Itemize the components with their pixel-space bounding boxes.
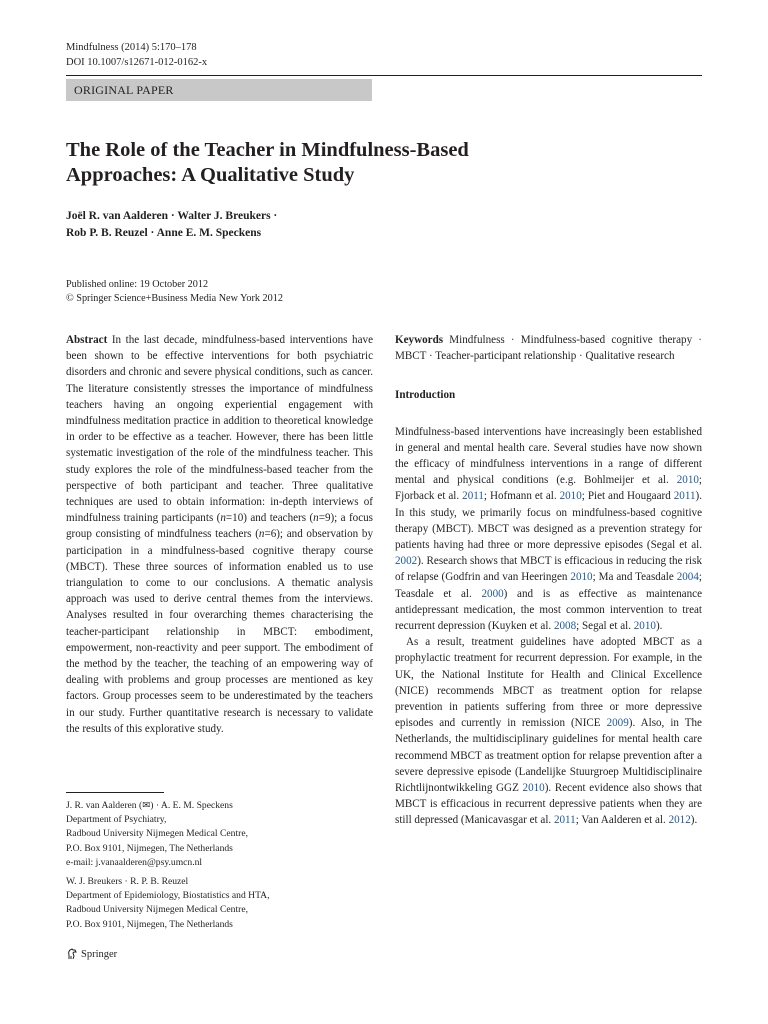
affiliation-address: P.O. Box 9101, Nijmegen, The Netherlands	[66, 842, 233, 854]
paragraph-text: ; Fjorback et al.	[395, 474, 702, 503]
paragraph-text: ; Ma and Teasdale	[592, 571, 677, 584]
abstract-text: =9); a focus group consisting of mindfulness teachers (	[66, 512, 373, 541]
paragraph-text: Mindfulness-based interventions have increasingly been established in general and mental health care. Several studies have now shown the efficacy of mindfulness interventions in a range of different mental and physical conditions (e.g. Bohlmeijer et al.	[395, 425, 702, 487]
affiliation-inst: Radboud University Nijmegen Medical Centre,	[66, 904, 248, 916]
paragraph-text: ).	[690, 814, 698, 827]
paragraph-text: ; Piet and Hougaard	[581, 490, 674, 503]
email-link[interactable]: e-mail: j.vanaalderen@psy.umcn.nl	[66, 856, 203, 868]
keywords-label: Keywords	[395, 334, 444, 346]
affiliation-address: P.O. Box 9101, Nijmegen, The Netherlands	[66, 918, 233, 930]
paragraph-text: As a result, treatment guidelines have adopted MBCT as a prophylactic treatment for recurrent depression. For example, in the UK, the National Institute for Health and Clinical Excellence (NICE) recommends MBCT as treatment option for relapse prevention in patients suffering from three or more depressive episodes and currently in remission (NICE	[395, 636, 702, 730]
keywords-text: Mindfulness · Mindfulness-based cognitive therapy · MBCT · Teacher-participant relationship · Qualitative research	[395, 334, 702, 363]
journal-citation: Mindfulness (2014) 5:170–178	[66, 42, 197, 53]
keywords	[395, 332, 702, 364]
right-column	[395, 332, 702, 829]
author-list	[66, 208, 277, 242]
paragraph-text: ). In this study, we primarily focus on mindfulness-based cognitive therapy (MBCT). MBCT was designed as a prevention strategy for patients having had three or more depressive episodes (Segal et al.	[395, 490, 702, 552]
citation-link[interactable]: 2000	[481, 587, 504, 600]
paragraph-text: ; Teasdale et al.	[395, 571, 702, 600]
n-symbol: n	[258, 528, 265, 541]
paragraph-text: ).	[655, 620, 663, 633]
citation-link[interactable]: 2010	[570, 571, 593, 584]
paragraph-text: ; Van Aalderen et al.	[575, 814, 669, 827]
publisher-footer	[66, 948, 117, 960]
author-line: Rob P. B. Reuzel · Anne E. M. Speckens	[66, 227, 262, 239]
paragraph-text: ; Segal et al.	[576, 620, 634, 633]
header-rule	[66, 75, 702, 76]
left-column	[66, 332, 373, 737]
citation-link[interactable]: 2010	[559, 490, 582, 503]
abstract-text: In the last decade, mindfulness-based interventions have been shown to be effective interventions for both psychiatric disorders and chronic and severe physical conditions, such as cancer. The literature consistently stresses the importance of mindfulness teachers having an ongoing experiential engagement with mindfulness meditation practice in addition to theoretical knowledge in order to be effective as a teacher. However, there has been little systematic investigation of the role of the mindfulness teacher. This study explores the role of the mindfulness-based teacher from the perspective of both participant and teacher. Three qualitative techniques are used to obtain information: in-depth interviews of mindfulness training participants (	[66, 334, 373, 525]
springer-horse-icon	[66, 948, 78, 960]
publication-info	[66, 278, 283, 306]
section-heading: Introduction	[395, 389, 456, 402]
intro-paragraph	[395, 424, 702, 635]
citation-link[interactable]: 2011	[553, 814, 576, 827]
paper-type-label: ORIGINAL PAPER	[66, 79, 372, 101]
paragraph-text: ). Recent evidence also shows that MBCT is efficacious in recurrent depressive patients when they are still depressed (Manicavasgar et al.	[395, 782, 702, 827]
citation-link[interactable]: 2004	[676, 571, 699, 584]
footnote-rule	[66, 792, 164, 793]
affiliation-names: J. R. van Aalderen (✉) · A. E. M. Speckens	[66, 800, 233, 811]
affiliation-block	[66, 875, 270, 932]
doi[interactable]: DOI 10.1007/s12671-012-0162-x	[66, 57, 208, 68]
paragraph-text: ). Also, in The Netherlands, the multidisciplinary guidelines for mental health care recommend MBCT as treatment option for relapse prevention after a severe depressive episode (Landelijke Stuurgroep Multidisciplinaire Richtlijnontwikkeling GGZ	[395, 717, 702, 795]
citation-link[interactable]: 2009	[606, 717, 629, 730]
title-line: Approaches: A Qualitative Study	[66, 164, 355, 186]
affiliation-block	[66, 799, 248, 870]
paper-title	[66, 138, 626, 188]
n-symbol: n	[220, 512, 226, 525]
citation-link[interactable]: 2010	[522, 782, 545, 795]
abstract	[66, 332, 373, 737]
citation-link[interactable]: 2011	[462, 490, 484, 503]
paragraph-text: ; Hofmann et al.	[483, 490, 560, 503]
abstract-text: =10) and teachers (	[225, 512, 314, 525]
affiliation-names: W. J. Breukers · R. P. B. Reuzel	[66, 876, 189, 887]
paragraph-text: ) and is as effective as maintenance antidepressant medication, the most common intervention to treat recurrent depression (Kuyken et al.	[395, 587, 703, 633]
citation-link[interactable]: 2008	[553, 620, 577, 633]
published-date: Published online: 19 October 2012	[66, 279, 209, 290]
n-symbol: n	[313, 512, 319, 525]
citation-link[interactable]: 2010	[676, 474, 699, 487]
author-line: Joël R. van Aalderen · Walter J. Breukers ·	[66, 210, 278, 222]
copyright: © Springer Science+Business Media New York 2012	[66, 293, 283, 304]
affiliation-inst: Radboud University Nijmegen Medical Centre,	[66, 828, 248, 840]
citation-link[interactable]: 2002	[395, 555, 418, 568]
affiliation-dept: Department of Epidemiology, Biostatistics and HTA,	[66, 890, 270, 902]
citation-link[interactable]: 2010	[633, 620, 656, 633]
abstract-label: Abstract	[66, 334, 108, 346]
intro-paragraph	[395, 634, 702, 828]
citation-link[interactable]: 2011	[673, 490, 696, 503]
affiliation-dept: Department of Psychiatry,	[66, 814, 167, 826]
paragraph-text: ). Research shows that MBCT is efficacious in reducing the risk of relapse (Godfrin and van Heeringen	[395, 555, 702, 584]
publisher-name: Springer	[81, 948, 118, 960]
citation-link[interactable]: 2012	[668, 814, 691, 827]
title-line: The Role of the Teacher in Mindfulness-Based	[66, 139, 469, 161]
abstract-text: =6); and observation by participation in a mindfulness-based cognitive therapy course (MBCT). These three sources of information enabled us to use triangulation to come to our conclusions. A thematic analysis approach was used to derive central themes from the interviews. Analyses resulted in four overarching themes characterising the teacher-participant relationship in MBCT: embodiment, empowerment, non-reactivity and peer support. The embodiment of the method by the teacher, the teaching of an empowering way of dealing with problems and group processes are mentioned as key factors. Group processes seem to be underestimated by the teachers in our study. Further quantitative research is necessary to validate the results of this explorative study.	[66, 528, 373, 735]
